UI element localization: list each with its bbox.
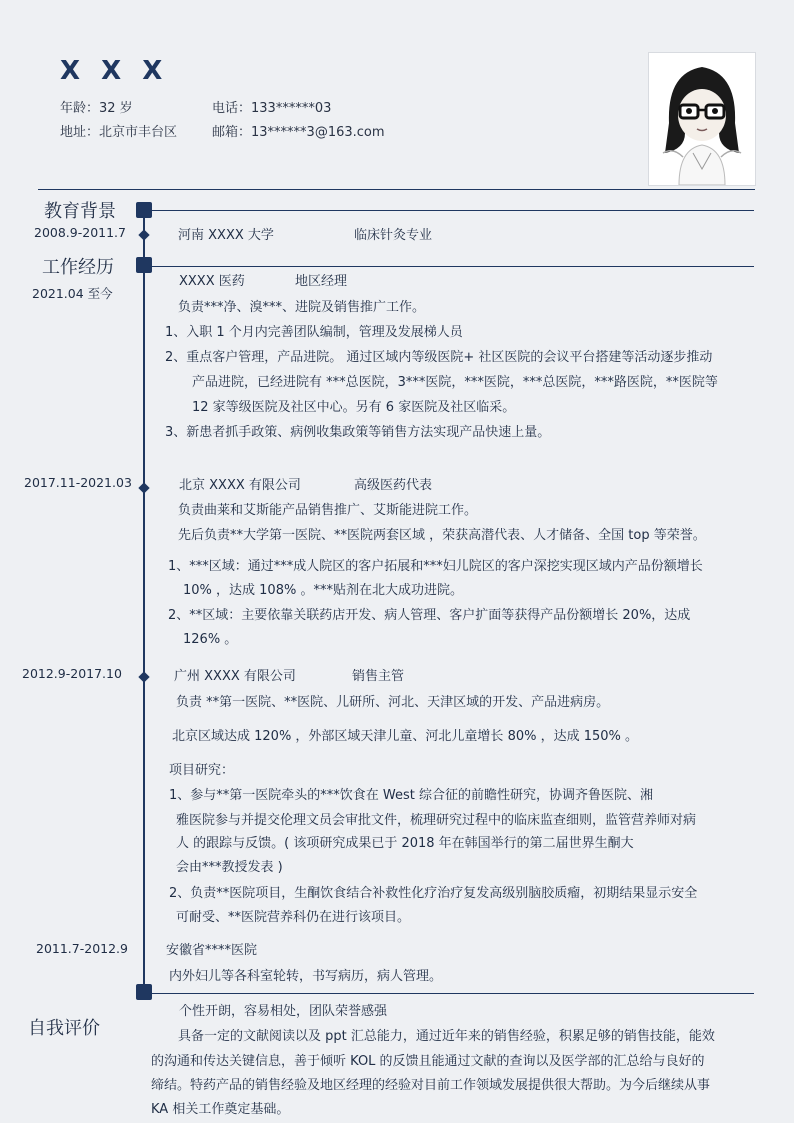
self-line: 缔结。特药产品的销售经验及地区经理的经验对目前工作领域发展提供很大帮助。为今后继续从事	[151, 1078, 711, 1093]
job2-line: 1、***区域：通过***成人院区的客户拓展和***妇儿院区的客户深挖实现区域内产品份额增长	[168, 559, 703, 574]
avatar	[648, 52, 756, 186]
timeline-dot	[138, 229, 149, 240]
education-marker	[136, 202, 152, 218]
job3-line: 2、负责**医院项目，生酮饮食结合补救性化疗治疗复发高级别脑胶质瘤，初期结果显示安全	[169, 886, 698, 901]
job1-line: 12 家等级医院及社区中心。另有 6 家医院及社区临采。	[192, 400, 516, 415]
job1-line: 3、新患者抓手政策、病例收集政策等销售方法实现产品快速上量。	[165, 425, 551, 440]
avatar-illustration	[649, 53, 755, 185]
work-heading: 工作经历	[42, 257, 114, 278]
self-line: 具备一定的文献阅读以及 ppt 汇总能力，通过近年来的销售经验，积累足够的销售技能，能效	[178, 1029, 715, 1044]
job3-title: 销售主管	[352, 669, 405, 684]
education-date: 2008.9-2011.7	[34, 225, 126, 240]
job3-line: 人 的跟踪与反馈。( 该项研究成果已于 2018 年在韩国举行的第二届世界生酮大	[176, 836, 634, 851]
candidate-name: X X X	[60, 56, 169, 86]
job1-company: XXXX 医药	[179, 274, 245, 289]
job2-line: 2、**区域：主要依靠关联药店开发、病人管理、客户扩面等获得产品份额增长 20%，达成	[168, 608, 691, 623]
education-divider	[152, 210, 754, 211]
education-heading: 教育背景	[44, 201, 116, 222]
job2-date: 2017.11-2021.03	[24, 475, 132, 490]
job2-company: 北京 XXXX 有限公司	[179, 478, 301, 493]
email-text: 邮箱：13******3@163.com	[212, 125, 385, 140]
phone-text: 电话：133******03	[212, 101, 332, 116]
job1-line: 1、入职 1 个月内完善团队编制，管理及发展梯人员	[165, 325, 463, 340]
job3-date: 2012.9-2017.10	[22, 666, 122, 681]
work-marker	[136, 257, 152, 273]
job2-line: 10% ，达成 108% 。***贴剂在北大成功进院。	[183, 583, 463, 598]
job4-company: 安徽省****医院	[166, 943, 258, 958]
job1-line: 2、重点客户管理，产品进院。 通过区域内等级医院+ 社区医院的会议平台搭建等活动逐步推动	[165, 350, 713, 365]
job4-line: 内外妇儿等各科室轮转，书写病历，病人管理。	[169, 969, 443, 984]
job3-line: 雅医院参与并提交伦理文员会审批文件，梳理研究过程中的临床监查细则，监管营养师对病	[176, 813, 697, 828]
job2-title: 高级医药代表	[354, 478, 433, 493]
self-heading: 自我评价	[28, 1018, 100, 1039]
timeline-dot	[138, 482, 149, 493]
self-marker	[136, 984, 152, 1000]
job3-line: 可耐受、**医院营养科仍在进行该项目。	[176, 910, 411, 925]
job3-line: 北京区域达成 120% ，外部区域天津儿童、河北儿童增长 80% ，达成 150% 。	[172, 729, 639, 744]
job1-line: 负责***净、溴***、进院及销售推广工作。	[178, 300, 426, 315]
self-divider	[152, 993, 754, 994]
header-divider	[38, 189, 755, 190]
job1-title: 地区经理	[295, 274, 348, 289]
age-text: 年龄：32 岁	[60, 101, 133, 116]
education-school: 河南 XXXX 大学	[178, 228, 274, 243]
job4-date: 2011.7-2012.9	[36, 941, 128, 956]
job3-line: 会由***教授发表 )	[176, 860, 283, 875]
job2-line: 负责曲莱和艾斯能产品销售推广、艾斯能进院工作。	[178, 503, 478, 518]
job2-line: 先后负责**大学第一医院、**医院两套区域 ，荣获高潜代表、人才储备、全国 top 等荣誉。	[178, 528, 706, 543]
education-major: 临床针灸专业	[354, 228, 433, 243]
self-line: 个性开朗，容易相处，团队荣誉感强	[179, 1004, 388, 1019]
job3-line: 负责 **第一医院、**医院、儿研所、河北、天津区域的开发、产品进病房。	[176, 695, 610, 710]
job3-line: 项目研究：	[169, 763, 235, 778]
timeline-dot	[138, 671, 149, 682]
self-line: KA 相关工作奠定基础。	[151, 1102, 290, 1117]
job3-company: 广州 XXXX 有限公司	[174, 669, 296, 684]
self-line: 的沟通和传达关键信息，善于倾听 KOL 的反馈且能通过文献的查询以及医学部的汇总给与良好的	[151, 1054, 705, 1069]
address-text: 地址：北京市丰台区	[60, 125, 178, 140]
job2-line: 126% 。	[183, 632, 238, 647]
job1-line: 产品进院，已经进院有 ***总医院，3***医院，***医院，***总医院，***路医院，**医院等	[192, 375, 718, 390]
job3-line: 1、参与**第一医院牵头的***饮食在 West 综合征的前瞻性研究，协调齐鲁医院、湘	[169, 788, 653, 803]
work-divider	[152, 266, 754, 267]
job1-date: 2021.04 至今	[32, 286, 113, 301]
timeline-line	[143, 210, 145, 995]
